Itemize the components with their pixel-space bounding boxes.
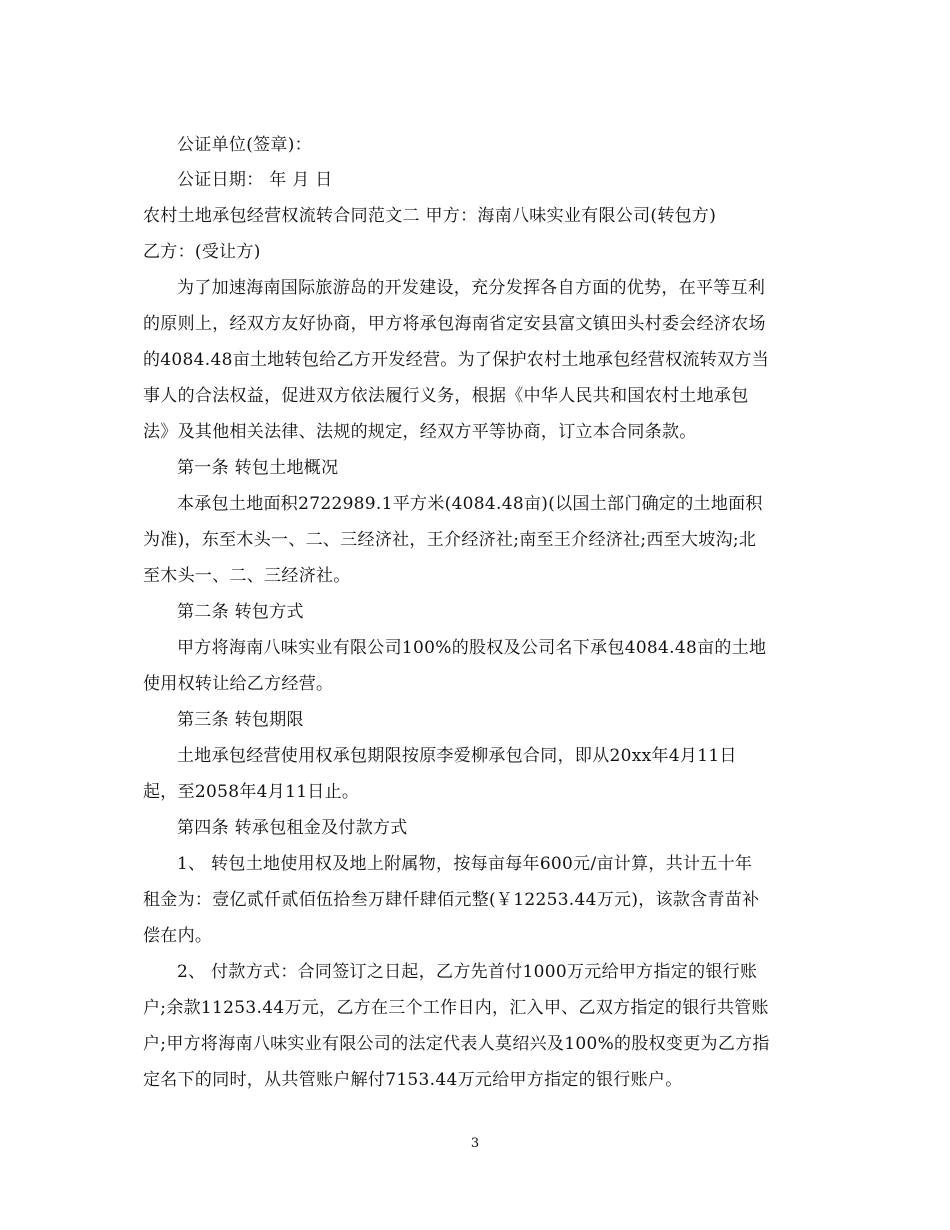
article-1-line: 至木头一、二、三经济社。 (143, 566, 351, 586)
article-4-item-2-line: 户;甲方将海南八味实业有限公司的法定代表人莫绍兴及100%的股权变更为乙方指 (143, 1034, 770, 1054)
article-4-item-1-line: 偿在内。 (143, 926, 213, 946)
preamble-line: 事人的合法权益，促进双方依法履行义务，根据《中华人民共和国农村土地承包 (143, 386, 749, 406)
notary-date-line: 公证日期： 年 月 日 (177, 170, 333, 190)
article-1-line: 为准)，东至木头一、二、三经济社，王介经济社;南至王介经济社;西至大坡沟;北 (143, 530, 757, 550)
article-1-heading: 第一条 转包土地概况 (177, 458, 339, 478)
article-2-line: 使用权转让给乙方经营。 (143, 674, 334, 694)
article-3-line: 土地承包经营使用权承包期限按原李爱柳承包合同，即从20xx年4月11日 (177, 746, 737, 766)
article-4-item-2-line: 户;余款11253.44万元，乙方在三个工作日内，汇入甲、乙双方指定的银行共管账 (143, 998, 769, 1018)
preamble-line: 为了加速海南国际旅游岛的开发建设，充分发挥各自方面的优势，在平等互利 (177, 278, 766, 298)
preamble-line: 的4084.48亩土地转包给乙方开发经营。为了保护农村土地承包经营权流转双方当 (143, 350, 769, 370)
article-4-item-1-line: 租金为：壹亿贰仟贰佰伍拾叁万肆仟肆佰元整(￥12253.44万元)，该款含青苗补 (143, 890, 760, 910)
article-4-item-2-line: 定名下的同时，从共管账户解付7153.44万元给甲方指定的银行账户。 (143, 1070, 683, 1090)
article-4-heading: 第四条 转承包租金及付款方式 (177, 818, 408, 838)
article-2-heading: 第二条 转包方式 (177, 602, 304, 622)
notary-seal-line: 公证单位(签章)： (177, 135, 312, 155)
article-3-heading: 第三条 转包期限 (177, 710, 304, 730)
article-2-line: 甲方将海南八味实业有限公司100%的股权及公司名下承包4084.48亩的土地 (177, 638, 767, 658)
article-4-item-2-line: 2、 付款方式：合同签订之日起，乙方先首付1000万元给甲方指定的银行账 (177, 962, 758, 982)
article-1-line: 本承包土地面积2722989.1平方米(4084.48亩)(以国土部门确定的土地面积 (177, 494, 763, 514)
article-4-item-1-line: 1、 转包土地使用权及地上附属物，按每亩每年600元/亩计算，共计五十年 (177, 854, 753, 874)
preamble-line: 的原则上，经双方友好协商，甲方将承包海南省定安县富文镇田头村委会经济农场 (143, 314, 766, 334)
preamble-line: 法》及其他相关法律、法规的规定，经双方平等协商，订立本合同条款。 (143, 422, 697, 442)
article-3-line: 起，至2058年4月11日止。 (143, 782, 360, 802)
contract-title-line: 农村土地承包经营权流转合同范文二 甲方：海南八味实业有限公司(转包方) (143, 206, 717, 226)
page-number: 3 (470, 1136, 480, 1151)
party-b-line: 乙方：(受让方) (143, 242, 261, 262)
